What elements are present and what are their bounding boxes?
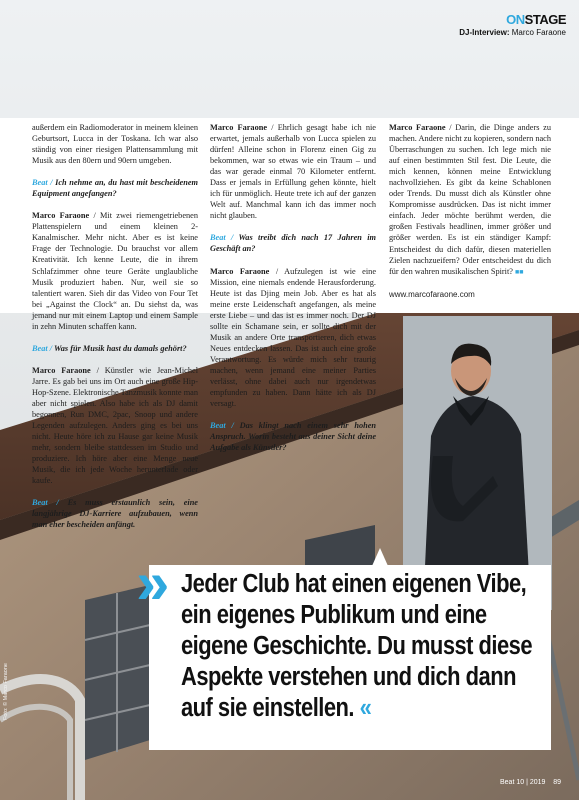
quote-open-mark: »: [136, 549, 170, 616]
text-column-2: [210, 122, 376, 464]
interview-question: Beat / Es muss erstaunlich sein, eine langjährige DJ-Karriere aufzubauen, wenn man eher bescheiden anfängt.: [32, 498, 198, 530]
text-column-3: [389, 122, 551, 300]
interview-question: Beat / Das klingt nach einem sehr hohen Anspruch. Worin besteht aus deiner Sicht deine Aufgabe als Künstler?: [210, 421, 377, 453]
interview-question: Beat / Was treibt dich nach 17 Jahren im Geschäft an?: [210, 233, 376, 254]
interview-answer: Marco Faraone / Mit zwei riemengetriebenen Plattenspielern und einem kleinen 2-Kanalmischer. Mehr nicht. Aber es ist keine Frage der Technologie. Du brauchst vor allem Kreativität. Ich kenne Leute, die in ihrem Schlafzimmer ohne teure Geräte unglaubliche Musik produziert haben. Nur, weil sie so talentiert waren. Sieh dir das Video von Four Tet bei „Against the Clock“ an. Du siehst da, was jemand nur mit einem Laptop und einem Sample in zehn Minuten schaffen kann.: [32, 211, 198, 331]
interview-question: Beat / Was für Musik hast du damals gehört?: [32, 343, 187, 353]
section-header: [459, 13, 566, 37]
page-footer: Beat 10 | 2019 89: [500, 779, 561, 786]
interview-question: Beat / Ich nehme an, du hast mit bescheidenem Equipment angefangen?: [32, 178, 198, 199]
pull-quote: Jeder Club hat einen eigenen Vibe, ein eigenes Publikum und eine eigene Geschichte. Du musst diese Aspekte verstehen und dich dann auf sie einstellen. «: [181, 570, 533, 722]
quote-box-notch: [372, 548, 388, 566]
rubric-subtitle: DJ-Interview: Marco Faraone: [459, 28, 566, 37]
paragraph: außerdem ein Radiomoderator in meinem kleinen Geburtsort, Lucca in der Toskana. Ich war also ständig von einer riesigen Plattensammlung mit Musik aus den 80ern und 90ern umgeben.: [32, 123, 198, 166]
page-number: 89: [553, 779, 561, 786]
interview-answer: Marco Faraone / Aufzulegen ist wie eine Mission, eine niemals endende Herausforderung. Heute ist das Djing mein Job. Aber es hat als meine erste Leidenschaft angefangen, als meine erste Liebe – und das ist es immer noch. Der DJ sollte ein Schamane sein, er sollte dich mit der Musik an andere Orte transportieren, dich etwas Neues entdecken lassen. Das ist auch eine große Verantwortung. Es würde mich sehr traurig machen, wenn jemand eine meiner Parties verlässt, ohne dabei auch nur irgendetwas empfunden zu haben. Dann hätte ich als DJ versagt.: [210, 266, 377, 409]
artist-website-link[interactable]: www.marcofaraone.com: [389, 289, 475, 299]
interview-answer: Marco Faraone / Künstler wie Jean-Michel Jarre. Es gab bei uns im Ort auch eine große Hip-Hop-Szene. Elektronische Tanzmusik konnte man aber nicht spielen. Also habe ich als DJ damit begonnen, Run DMC, 2pac, Snoop und andere Legenden aufzulegen. Anders ging es bei uns nicht. Heute höre ich zu Hause gar keine Musik mehr, sondern bleibe stattdessen im Studio und produziere. Ich höre aber eine Menge neue Musik, die ich jede Woche herunterlade oder kaufe.: [32, 365, 198, 486]
rubric-onstage: ONSTAGE: [506, 12, 566, 27]
quote-close-mark: «: [359, 694, 372, 722]
interview-answer: Marco Faraone / Darin, die Dinge anders zu machen. Andere nicht zu kopieren, sondern nach Überraschungen zu suchen. Ich lege mich nie auf einen bestimmten Stil fest. Die Leute, die mich kennen, können meine Entwicklung nachvollziehen. Es gibt da keine Schablonen oder Trends. Du musst dich als Künstler ohne Kompromisse ausdrücken. Das ist nicht immer einfach. Jeder möchte berühmt werden, die großen Festivals headlinen, immer größer und größer werden. Es ist ein ständiger Kampf: Entscheidest du dich dafür, diesen materiellen Zielen nachzueifern? Oder entscheidest du dich für den wahren musikalischen Spirit? ■■: [389, 123, 551, 276]
photo-credit: Foto: © Marco Faraone: [3, 663, 9, 720]
interview-answer: Marco Faraone / Ehrlich gesagt habe ich nie erwartet, jemals außerhalb von Lucca spielen zu dürfen! Alleine schon in Florenz einen Gig zu bekommen, war so etwas wie ein Traum – und das war gerade einmal 70 Kilometer entfernt. Dass er jemals in Erfüllung gehen könnte, hielt ich für unmöglich. Heute trete ich auf der ganzen Welt auf. Manchmal kann ich das immer noch nicht glauben.: [210, 123, 376, 221]
text-column-1: [32, 122, 198, 542]
article-end-icon: ■■: [515, 267, 524, 276]
